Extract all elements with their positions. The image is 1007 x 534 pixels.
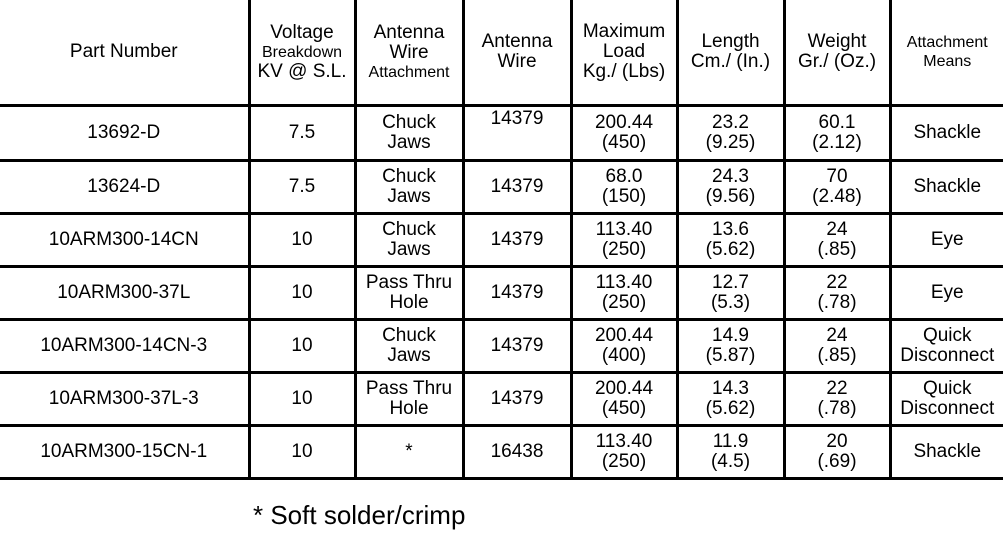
weight-cell: [784, 426, 890, 479]
footnote: * Soft solder/crimp: [253, 500, 466, 530]
cell-line: Maximum: [582, 21, 666, 42]
cell-line: Means: [923, 53, 972, 70]
cell-line: 22: [826, 272, 848, 293]
wire-attachment-cell: [355, 267, 463, 320]
cell-line: Pass Thru: [365, 272, 453, 293]
length-cell: [677, 267, 784, 320]
header-row: [0, 0, 1003, 106]
cell-line: 200.44: [594, 378, 654, 399]
cell-line: Pass Thru: [365, 378, 453, 399]
cell-line: Eye: [930, 282, 964, 303]
attachment-means-cell: [890, 373, 1003, 426]
cell-line: (4.5): [710, 451, 751, 472]
cell-line: (.69): [817, 451, 857, 472]
table-row: [0, 267, 1003, 320]
cell-line: Wire: [497, 51, 537, 72]
cell-line: 14.3: [712, 378, 749, 399]
cell-line: (150): [601, 186, 647, 207]
cell-line: Kg./ (Lbs): [582, 61, 666, 82]
cell-line: 24: [826, 219, 848, 240]
voltage-cell: [249, 267, 355, 320]
part-number-cell: [0, 214, 249, 267]
cell-line: (.85): [817, 345, 857, 366]
cell-line: Hole: [389, 292, 429, 313]
antenna-wire-cell: [463, 373, 571, 426]
cell-line: Jaws: [387, 239, 431, 260]
length-cell: [677, 106, 784, 161]
voltage-cell: [249, 161, 355, 214]
cell-line: 10ARM300-15CN-1: [40, 441, 208, 462]
cell-line: 10ARM300-37L-3: [48, 388, 199, 409]
max-load-cell: [571, 267, 677, 320]
cell-line: Chuck: [382, 166, 436, 187]
cell-line: Attachment: [906, 34, 988, 51]
cell-line: (9.25): [705, 132, 756, 153]
cell-line: Gr./ (Oz.): [797, 51, 877, 72]
max-load-cell: [571, 214, 677, 267]
cell-line: 16438: [490, 441, 544, 462]
max-load-cell: [571, 426, 677, 479]
cell-line: 60.1: [818, 112, 856, 133]
cell-line: (400): [601, 345, 647, 366]
cell-line: (2.48): [812, 186, 862, 207]
cell-line: Antenna: [373, 21, 445, 43]
header-maximum-load: [571, 0, 677, 106]
cell-line: 13.6: [712, 219, 749, 240]
part-number-cell: [0, 161, 249, 214]
cell-line: (5.62): [705, 239, 756, 260]
cell-line: 23.2: [712, 112, 749, 133]
max-load-cell: [571, 161, 677, 214]
table-row: [0, 106, 1003, 161]
table-row: [0, 373, 1003, 426]
voltage-cell: [249, 320, 355, 373]
antenna-wire-cell: [463, 161, 571, 214]
cell-line: 14379: [490, 229, 544, 250]
cell-line: Cm./ (In.): [690, 51, 771, 72]
length-cell: [677, 373, 784, 426]
cell-line: Attachment: [368, 63, 450, 81]
cell-line: Jaws: [387, 345, 431, 366]
voltage-cell: [249, 214, 355, 267]
part-number-cell: [0, 320, 249, 373]
cell-line: Wire: [389, 41, 429, 63]
cell-line: (2.12): [812, 132, 862, 153]
table-row: [0, 161, 1003, 214]
cell-line: (5.87): [705, 345, 756, 366]
header-antenna-wire: [463, 0, 571, 106]
cell-line: 22: [826, 378, 848, 399]
table-row: [0, 214, 1003, 267]
cell-line: 12.7: [712, 272, 749, 293]
attachment-means-cell: [890, 426, 1003, 479]
cell-line: 68.0: [605, 166, 643, 187]
wire-attachment-cell: [355, 161, 463, 214]
cell-line: 14379: [490, 388, 544, 409]
cell-line: *: [405, 441, 413, 462]
cell-line: Shackle: [913, 441, 982, 462]
voltage-cell: [249, 106, 355, 161]
max-load-cell: [571, 106, 677, 161]
cell-line: Antenna: [481, 31, 553, 52]
wire-attachment-cell: [355, 426, 463, 479]
cell-line: 24: [826, 325, 848, 346]
wire-attachment-cell: [355, 214, 463, 267]
max-load-cell: [571, 320, 677, 373]
antenna-wire-cell: [463, 320, 571, 373]
header-length: [677, 0, 784, 106]
weight-cell: [784, 373, 890, 426]
cell-line: 7.5: [288, 176, 316, 197]
weight-cell: [784, 214, 890, 267]
length-cell: [677, 426, 784, 479]
cell-line: Chuck: [382, 112, 436, 133]
weight-cell: [784, 320, 890, 373]
header-weight: [784, 0, 890, 106]
cell-line: Eye: [930, 229, 964, 250]
cell-line: Jaws: [387, 132, 431, 153]
weight-cell: [784, 106, 890, 161]
cell-line: 11.9: [712, 431, 749, 452]
attachment-means-cell: [890, 320, 1003, 373]
wire-attachment-cell: [355, 106, 463, 161]
cell-line: Shackle: [913, 122, 982, 143]
cell-line: 10: [291, 335, 313, 356]
cell-line: Breakdown: [261, 43, 343, 61]
cell-line: (.85): [817, 239, 857, 260]
antenna-wire-cell: [463, 426, 571, 479]
cell-line: 24.3: [712, 166, 749, 187]
cell-line: 113.40: [595, 272, 653, 293]
cell-line: (450): [601, 132, 647, 153]
part-number-cell: [0, 373, 249, 426]
attachment-means-cell: [890, 106, 1003, 161]
antenna-wire-cell: [463, 214, 571, 267]
cell-line: 10ARM300-14CN: [48, 229, 199, 250]
wire-attachment-cell: [355, 320, 463, 373]
cell-line: 10ARM300-14CN-3: [40, 335, 208, 356]
part-number-cell: [0, 426, 249, 479]
header-part-number: [0, 0, 249, 106]
cell-line: 14379: [490, 335, 544, 356]
cell-line: 200.44: [594, 112, 654, 133]
cell-line: Part Number: [69, 41, 178, 62]
table-row: [0, 320, 1003, 373]
cell-line: (5.62): [705, 398, 756, 419]
table-row: [0, 426, 1003, 479]
cell-line: Length: [701, 31, 760, 52]
cell-line: Hole: [389, 398, 429, 419]
header-voltage-breakdown: [249, 0, 355, 106]
voltage-cell: [249, 426, 355, 479]
header-attachment-means: [890, 0, 1003, 106]
cell-line: 113.40: [595, 431, 653, 452]
cell-line: Disconnect: [900, 398, 995, 419]
cell-line: Jaws: [387, 186, 431, 207]
weight-cell: [784, 161, 890, 214]
cell-line: Weight: [807, 31, 867, 52]
cell-line: Quick: [922, 378, 972, 399]
cell-line: (5.3): [710, 292, 751, 313]
cell-line: 10: [291, 229, 313, 250]
cell-line: (450): [601, 398, 647, 419]
attachment-means-cell: [890, 267, 1003, 320]
cell-line: 70: [826, 166, 848, 187]
cell-line: 10: [291, 441, 313, 462]
cell-line: 14379: [490, 282, 544, 303]
max-load-cell: [571, 373, 677, 426]
cell-line: 13692-D: [87, 122, 161, 143]
weight-cell: [784, 267, 890, 320]
cell-line: (250): [601, 292, 647, 313]
voltage-cell: [249, 373, 355, 426]
cell-line: 10: [291, 388, 313, 409]
cell-line: 7.5: [288, 122, 316, 143]
attachment-means-cell: [890, 214, 1003, 267]
cell-line: (250): [601, 451, 647, 472]
cell-line: Voltage: [270, 21, 334, 43]
table-body: [0, 106, 1003, 479]
attachment-means-cell: [890, 161, 1003, 214]
antenna-wire-cell: [463, 106, 571, 161]
cell-line: 10: [291, 282, 313, 303]
cell-line: 14379: [490, 176, 544, 197]
cell-line: 10ARM300-37L: [57, 282, 191, 303]
cell-line: (.78): [817, 292, 857, 313]
cell-line: (.78): [817, 398, 857, 419]
cell-line: 14.9: [712, 325, 749, 346]
cell-line: Chuck: [382, 325, 436, 346]
cell-line: Shackle: [913, 176, 982, 197]
wire-attachment-cell: [355, 373, 463, 426]
length-cell: [677, 161, 784, 214]
cell-line: 200.44: [594, 325, 654, 346]
antenna-wire-cell: [463, 267, 571, 320]
cell-line: Disconnect: [900, 345, 995, 366]
cell-line: KV @ S.L.: [257, 60, 347, 82]
cell-line: Load: [602, 41, 646, 62]
cell-line: Quick: [922, 325, 972, 346]
length-cell: [677, 320, 784, 373]
cell-line: 14379: [490, 108, 544, 129]
cell-line: 20: [826, 431, 848, 452]
cell-line: Chuck: [382, 219, 436, 240]
part-number-cell: [0, 106, 249, 161]
cell-line: 113.40: [595, 219, 653, 240]
cell-line: (9.56): [705, 186, 756, 207]
cell-line: (250): [601, 239, 647, 260]
header-antenna-wire-attachment: [355, 0, 463, 106]
length-cell: [677, 214, 784, 267]
part-number-cell: [0, 267, 249, 320]
cell-line: 13624-D: [87, 176, 161, 197]
